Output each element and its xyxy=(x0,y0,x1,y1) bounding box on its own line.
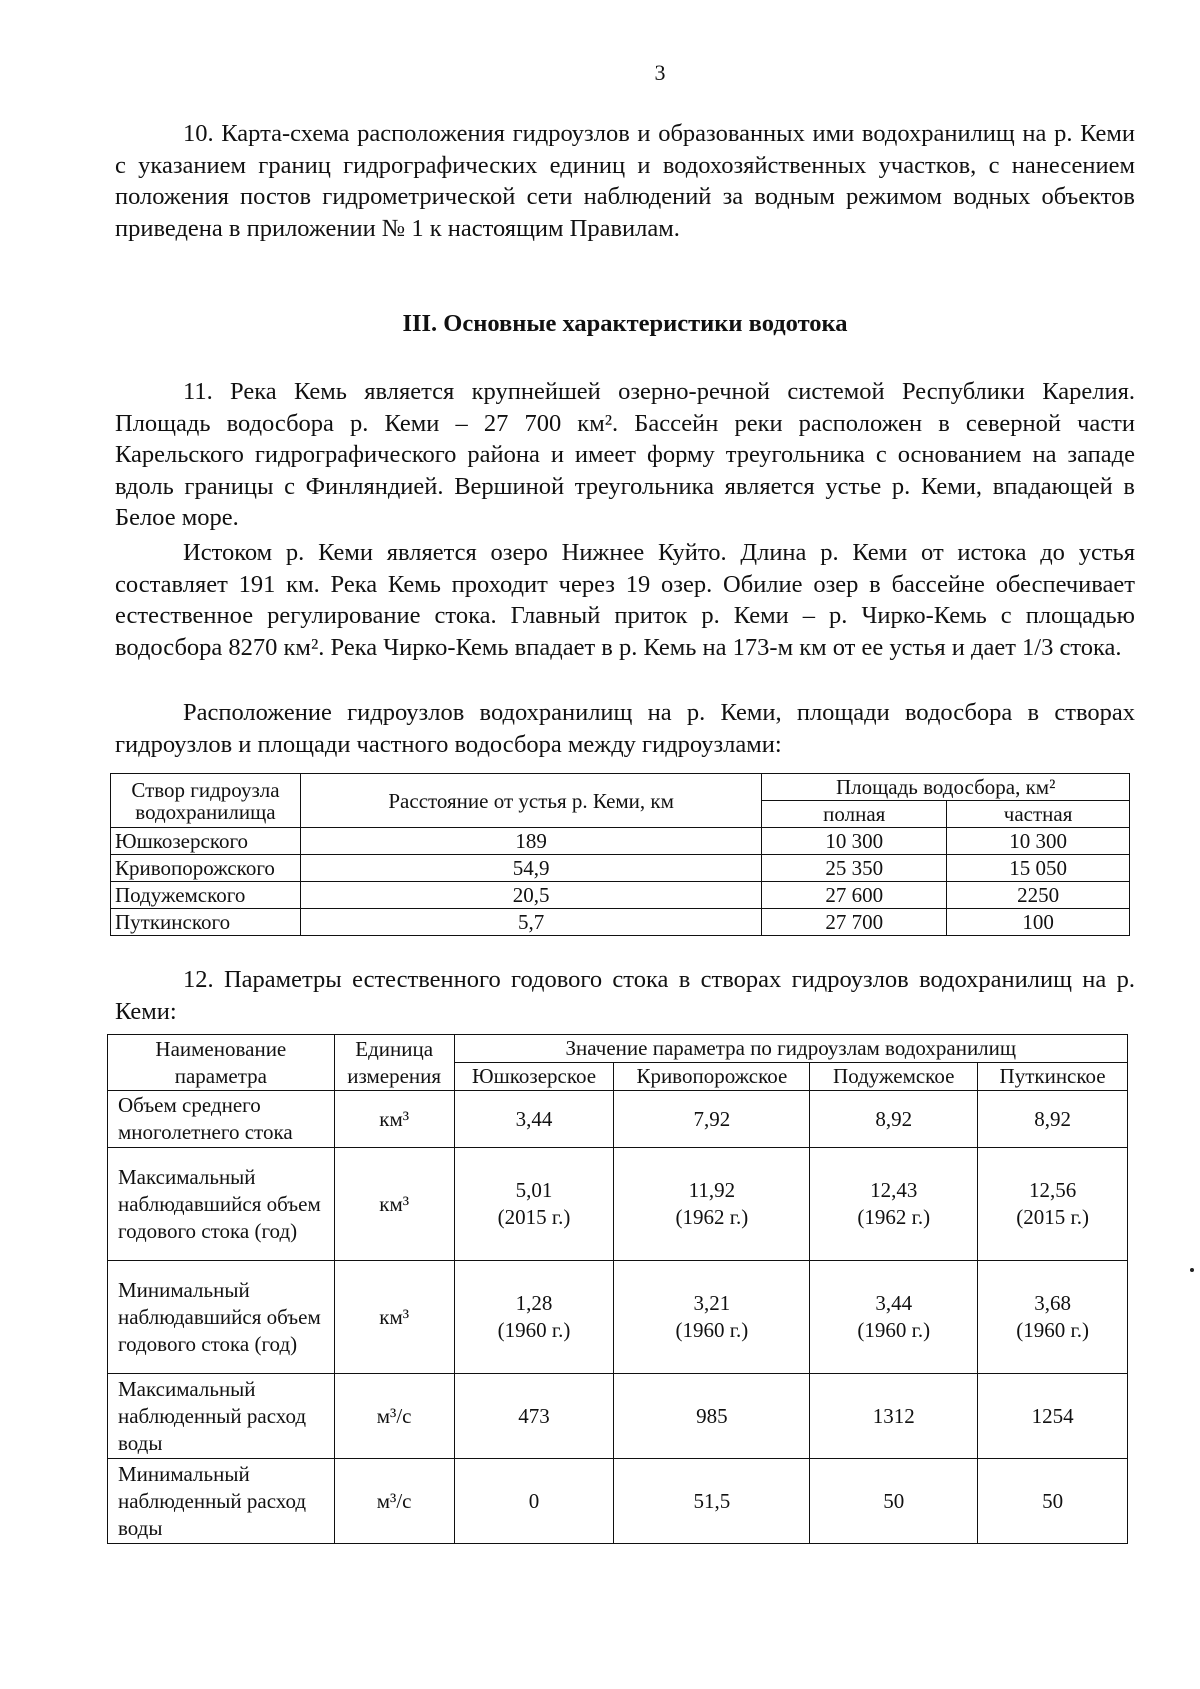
full-area-cell: 25 350 xyxy=(762,855,947,882)
table-row xyxy=(108,1148,1128,1261)
full-area-cell: 10 300 xyxy=(762,828,947,855)
param-cell: Минимальный наблюденный расход воды xyxy=(108,1459,335,1544)
header-full: полная xyxy=(762,801,947,828)
header-site: Кривопорожское xyxy=(614,1063,810,1091)
paragraph-11-c: Расположение гидроузлов водохранилищ на р. Кеми, площади водосбора в створах гидроузлов и площади частного водосбора между гидроузлами: xyxy=(115,699,1135,758)
table-row xyxy=(111,828,1130,855)
page-number: 3 xyxy=(654,60,666,85)
value-cell: 12,56 (2015 г.) xyxy=(978,1148,1128,1261)
value-cell: 11,92 (1962 г.) xyxy=(614,1148,810,1261)
table-row xyxy=(111,855,1130,882)
value-cell: 1312 xyxy=(810,1374,978,1459)
header-site: Подужемское xyxy=(810,1063,978,1091)
partial-area-cell: 10 300 xyxy=(947,828,1130,855)
table-row xyxy=(111,882,1130,909)
param-cell: Максимальный наблюденный расход воды xyxy=(108,1374,335,1459)
header-distance: Расстояние от устья р. Кеми, км xyxy=(300,774,761,828)
distance-cell: 5,7 xyxy=(300,909,761,936)
full-area-cell: 27 700 xyxy=(762,909,947,936)
param-cell: Минимальный наблюдавшийся объем годового стока (год) xyxy=(108,1261,335,1374)
unit-cell: м³/с xyxy=(334,1459,454,1544)
table-row xyxy=(108,1091,1128,1148)
full-area-cell: 27 600 xyxy=(762,882,947,909)
table-header-row xyxy=(108,1035,1128,1063)
unit-cell: м³/с xyxy=(334,1374,454,1459)
site-cell: Подужемского xyxy=(111,882,301,909)
header-values: Значение параметра по гидроузлам водохранилищ xyxy=(454,1035,1127,1063)
scan-speck xyxy=(1190,1268,1194,1272)
partial-area-cell: 15 050 xyxy=(947,855,1130,882)
value-cell: 12,43 (1962 г.) xyxy=(810,1148,978,1261)
header-site: Путкинское xyxy=(978,1063,1128,1091)
partial-area-cell: 100 xyxy=(947,909,1130,936)
unit-cell: км³ xyxy=(334,1091,454,1148)
value-cell: 8,92 xyxy=(978,1091,1128,1148)
unit-cell: км³ xyxy=(334,1148,454,1261)
value-cell: 3,68 (1960 г.) xyxy=(978,1261,1128,1374)
paragraph-12: 12. Параметры естественного годового стока в створах гидроузлов водохранилищ на р. Кеми: xyxy=(115,966,1135,1025)
value-cell: 1,28 (1960 г.) xyxy=(454,1261,614,1374)
value-cell: 473 xyxy=(454,1374,614,1459)
value-cell: 1254 xyxy=(978,1374,1128,1459)
header-site: Створ гидроузла водохранилища xyxy=(111,774,301,828)
distance-cell: 54,9 xyxy=(300,855,761,882)
paragraph-11-b: Истоком р. Кеми является озеро Нижнее Куйто. Длина р. Кеми от истока до устья составляет 191 км. Река Кемь проходит через 19 озер. Обилие озер в бассейне обеспечивает естественное регулирование стока. Главный приток р. Кеми – р. Чирко-Кемь с площадью водосбора 8270 км². Река Чирко-Кемь впадает в р. Кемь на 173-м км от ее устья и дает 1/3 стока. xyxy=(115,539,1135,661)
value-cell: 8,92 xyxy=(810,1091,978,1148)
table-row xyxy=(108,1459,1128,1544)
value-cell: 7,92 xyxy=(614,1091,810,1148)
value-cell: 50 xyxy=(978,1459,1128,1544)
paragraph-10: 10. Карта-схема расположения гидроузлов и образованных ими водохранилищ на р. Кеми с указанием границ гидрографических единиц и водохозяйственных участков, с нанесением положения постов гидрометрической сети наблюдений за водным режимом водных объектов приведена в приложении № 1 к настоящим Правилам. xyxy=(115,120,1135,242)
header-site: Юшкозерское xyxy=(454,1063,614,1091)
table-row xyxy=(108,1374,1128,1459)
value-cell: 3,44 xyxy=(454,1091,614,1148)
table-row xyxy=(111,909,1130,936)
param-cell: Максимальный наблюдавшийся объем годового стока (год) xyxy=(108,1148,335,1261)
header-unit: Единица измерения xyxy=(334,1035,454,1091)
header-partial: частная xyxy=(947,801,1130,828)
site-cell: Кривопорожского xyxy=(111,855,301,882)
value-cell: 3,21 (1960 г.) xyxy=(614,1261,810,1374)
table-header-row xyxy=(111,774,1130,801)
catchment-table xyxy=(110,773,1130,936)
distance-cell: 20,5 xyxy=(300,882,761,909)
value-cell: 5,01 (2015 г.) xyxy=(454,1148,614,1261)
value-cell: 0 xyxy=(454,1459,614,1544)
partial-area-cell: 2250 xyxy=(947,882,1130,909)
site-cell: Путкинского xyxy=(111,909,301,936)
runoff-table xyxy=(107,1034,1128,1544)
value-cell: 50 xyxy=(810,1459,978,1544)
value-cell: 985 xyxy=(614,1374,810,1459)
site-cell: Юшкозерского xyxy=(111,828,301,855)
header-param: Наименование параметра xyxy=(108,1035,335,1091)
section-heading: III. Основные характеристики водотока xyxy=(402,310,848,337)
unit-cell: км³ xyxy=(334,1261,454,1374)
header-area: Площадь водосбора, км² xyxy=(762,774,1130,801)
paragraph-11-a: 11. Река Кемь является крупнейшей озерно-речной системой Республики Карелия. Площадь водосбора р. Кеми – 27 700 км². Бассейн реки расположен в северной части Карельского гидрографического района и имеет форму треугольника с основанием на западе вдоль границы с Финляндией. Вершиной треугольника является устье р. Кеми, впадающей в Белое море. xyxy=(115,378,1135,531)
distance-cell: 189 xyxy=(300,828,761,855)
value-cell: 3,44 (1960 г.) xyxy=(810,1261,978,1374)
value-cell: 51,5 xyxy=(614,1459,810,1544)
param-cell: Объем среднего многолетнего стока xyxy=(108,1091,335,1148)
table-row xyxy=(108,1261,1128,1374)
